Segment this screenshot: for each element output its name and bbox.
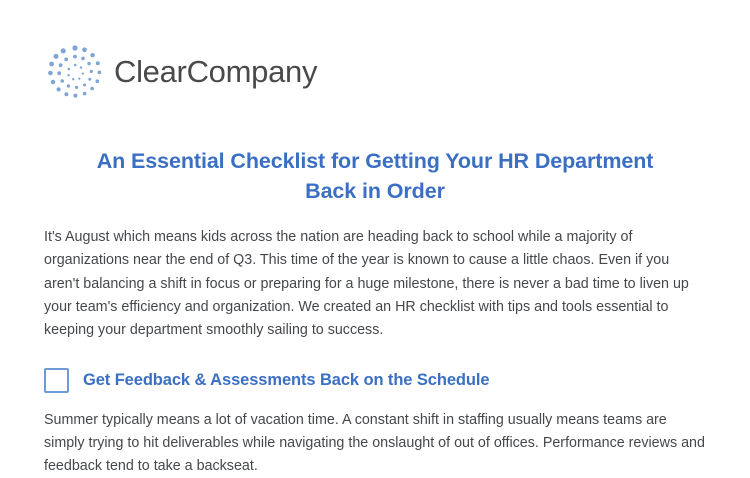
checklist-section-heading-row [44,368,706,393]
page-title-line-1: An Essential Checklist for Getting Your HR Department [96,149,654,173]
section-paragraph: Summer typically means a lot of vacation time. A constant shift in staffing usually means teams are simply trying to hit deliverables while navigating the onslaught of out of offices. Performance reviews and feedback tend to take a backseat. [44,411,705,475]
section-heading: Get Feedback & Assessments Back on the Schedule [83,370,490,389]
page-title-line-2: Back in Order [305,179,445,204]
empty-checkbox-icon[interactable] [44,368,69,393]
brand-header [44,0,706,108]
intro-paragraph: It's August which means kids across the nation are heading back to school while a majority of organizations near the end of Q3. This time of the year is known to cause a little chaos. Even if you aren't balancing a shift in focus or preparing for a huge milestone, there is never a bad time to liven up your team's efficiency and organization. We created an HR checklist with tips and tools essential to keeping your department smoothly sailing to success. [44,229,689,338]
page-title [44,146,706,206]
clearcompany-circle-dots-logo-icon [44,41,106,103]
brand-name: ClearCompany [114,54,318,89]
